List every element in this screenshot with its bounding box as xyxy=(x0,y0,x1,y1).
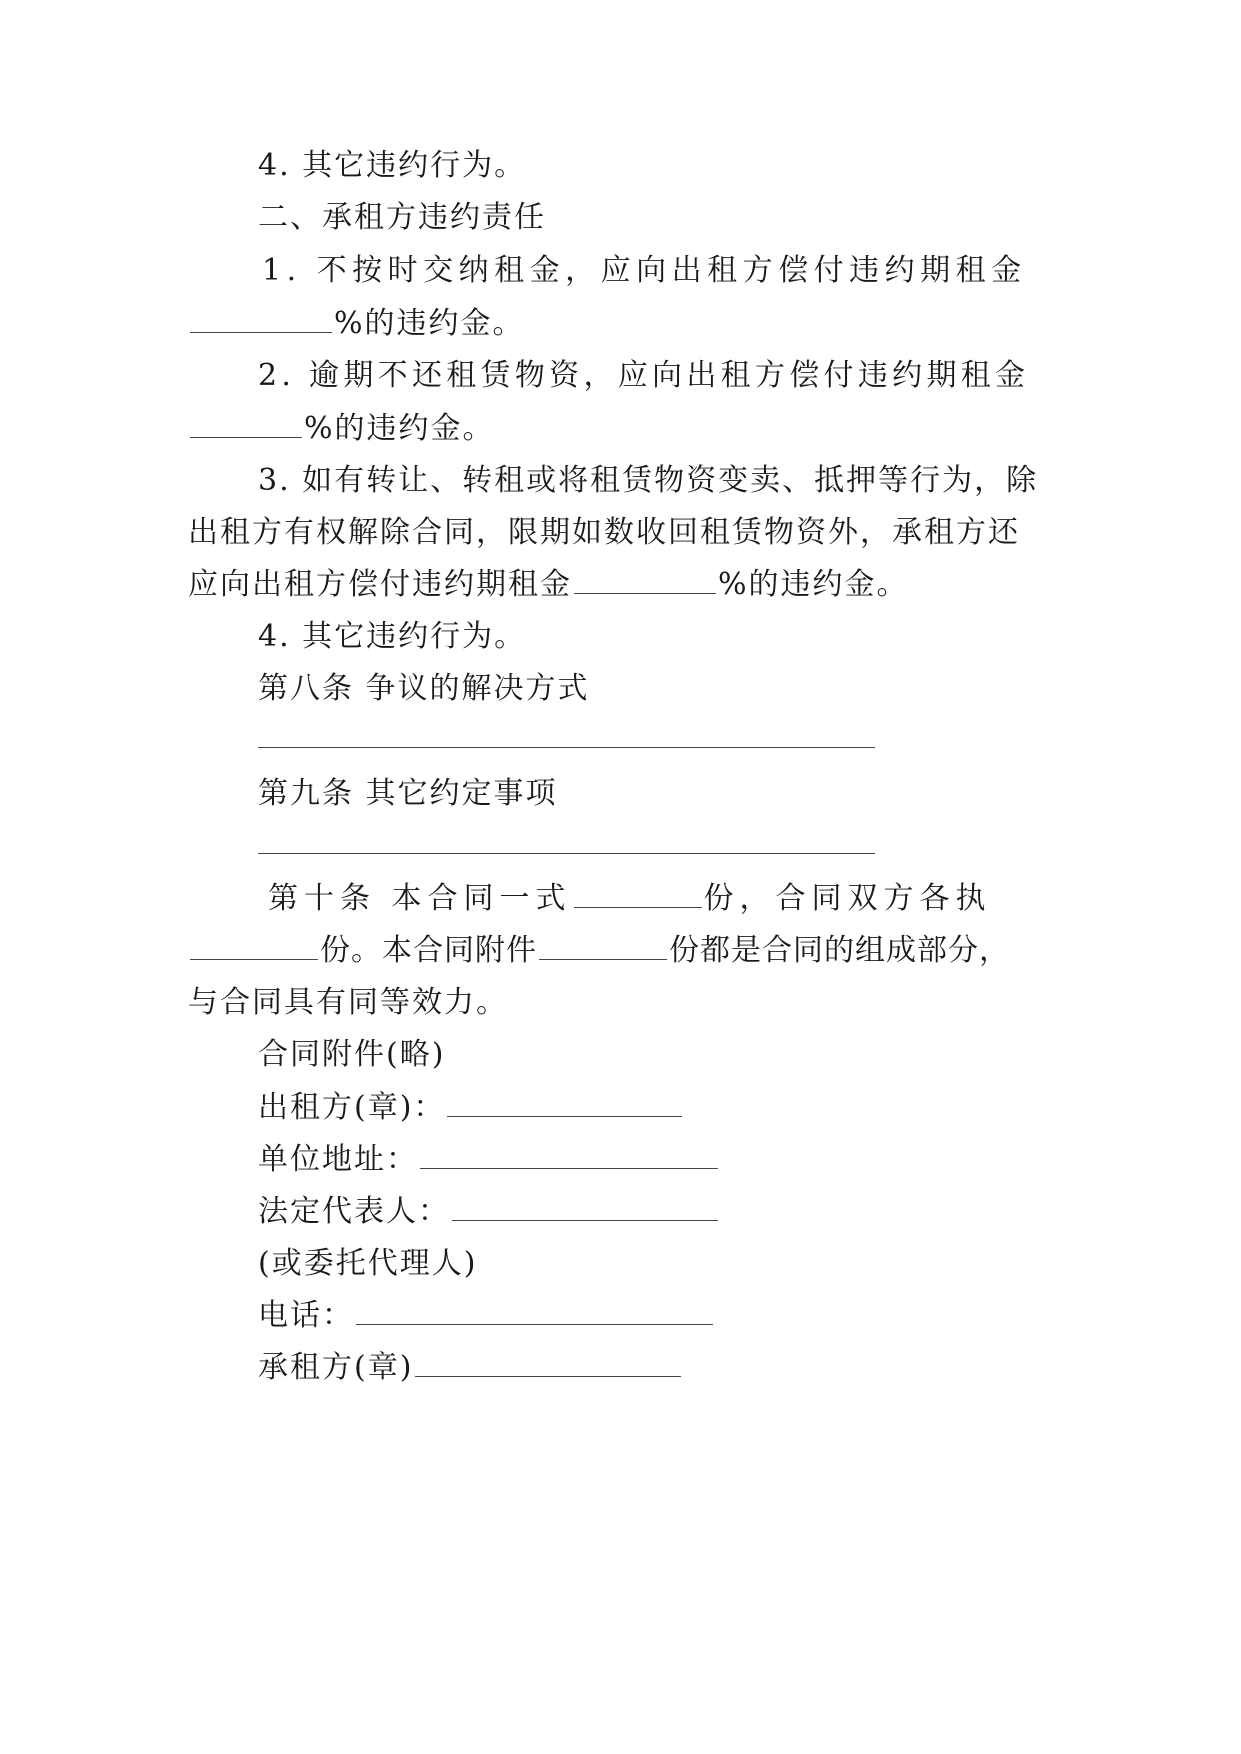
lessee-seal-line xyxy=(258,1342,683,1394)
fill-in-line[interactable] xyxy=(258,853,875,854)
lessee-seal-field[interactable] xyxy=(415,1349,681,1377)
clause-line xyxy=(268,873,992,925)
fill-in-blank[interactable] xyxy=(190,932,318,960)
clause-line xyxy=(262,245,1027,297)
clause-text: 1. 不按时交纳租金，应向出租方偿付违约期租金 xyxy=(262,253,1027,288)
section-heading: 二、承租方违约责任 xyxy=(258,200,546,235)
field-label: 电话： xyxy=(258,1298,354,1333)
clause-text: 应向出租方偿付违约期租金 xyxy=(188,567,572,602)
field-label: 法定代表人： xyxy=(258,1194,450,1229)
address-line xyxy=(258,1134,720,1186)
address-field[interactable] xyxy=(420,1141,718,1169)
field-label: 单位地址： xyxy=(258,1142,418,1177)
fill-in-blank[interactable] xyxy=(190,410,302,438)
fill-in-blank[interactable] xyxy=(574,566,716,594)
lessor-seal-line xyxy=(258,1082,684,1134)
clause-text: 份。本合同附件 xyxy=(320,933,537,968)
clause-text: 第十条 本合同一式 xyxy=(268,881,572,916)
attachment-note: 合同附件(略) xyxy=(258,1037,446,1072)
article-heading: 第九条 其它约定事项 xyxy=(258,776,558,811)
clause-line xyxy=(188,925,1010,977)
fill-in-blank[interactable] xyxy=(539,932,667,960)
clause-line: 出租方有权解除合同，限期如数收回租赁物资外，承租方还 xyxy=(188,515,1020,550)
fill-in-line[interactable] xyxy=(258,747,875,748)
clause-line xyxy=(188,298,525,350)
clause-text: 份都是合同的组成部分， xyxy=(669,933,1010,968)
clause-line: 3. 如有转让、转租或将租赁物资变卖、抵押等行为，除 xyxy=(258,463,1039,498)
phone-line xyxy=(258,1290,715,1342)
clause-line xyxy=(188,559,909,611)
clause-line: 与合同具有同等效力。 xyxy=(188,985,508,1020)
clause-line: 4. 其它违约行为。 xyxy=(258,619,527,654)
clause-text: 2. 逾期不还租赁物资，应向出租方偿付违约期租金 xyxy=(258,358,1030,393)
agent-note: (或委托代理人) xyxy=(258,1246,478,1281)
field-label: 承租方(章) xyxy=(258,1350,414,1385)
clause-line xyxy=(258,350,1030,402)
legal-rep-field[interactable] xyxy=(452,1193,718,1221)
clause-text: %的违约金。 xyxy=(334,306,525,341)
legal-rep-line xyxy=(258,1186,720,1238)
clause-text: %的违约金。 xyxy=(304,411,495,446)
clause-line: 4. 其它违约行为。 xyxy=(258,148,527,183)
article-heading: 第八条 争议的解决方式 xyxy=(258,671,590,706)
fill-in-blank[interactable] xyxy=(574,880,702,908)
clause-text: %的违约金。 xyxy=(718,567,909,602)
clause-text: 份，合同双方各执 xyxy=(703,881,992,916)
phone-field[interactable] xyxy=(356,1297,713,1325)
field-label: 出租方(章)： xyxy=(258,1090,446,1125)
clause-line xyxy=(188,403,495,455)
lessor-seal-field[interactable] xyxy=(447,1089,682,1117)
fill-in-blank[interactable] xyxy=(190,305,332,333)
